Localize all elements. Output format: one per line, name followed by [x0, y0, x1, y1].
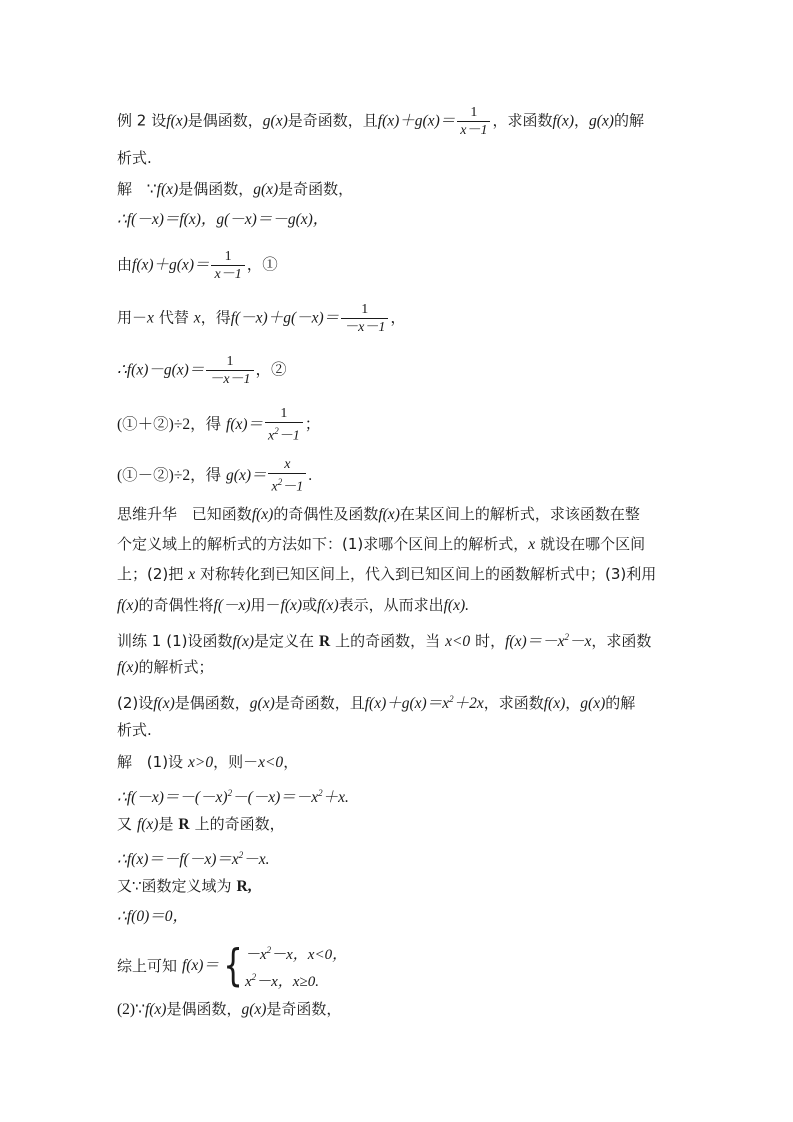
example-question-line-2: 析式.	[117, 149, 152, 167]
fraction: $\frac{x}{x^2-1}$	[268, 456, 306, 496]
thinking-line-4: f(x)的奇偶性将f(－x)用－f(x)或f(x)表示，从而求出f(x).	[117, 596, 470, 614]
example-label: 例 2	[117, 111, 147, 130]
solution-line-2: ∴f(－x)＝f(x)，g(－x)＝－g(x)，	[117, 211, 329, 228]
thinking-line-3: 上；(2)把 x 对称转化到已知区间上，代入到已知区间上的函数解析式中；(3)利用	[117, 565, 657, 583]
solution-line-1: 解 ∵f(x)是偶函数，g(x)是奇函数，	[117, 180, 354, 198]
example-question-line-1: 例 2 设f(x)是偶函数，g(x)是奇函数，且f(x)＋g(x)＝ $\frac{1}{x-1}$ ，求函数f(x)，g(x)的解	[117, 105, 644, 138]
solution2-line-6: ∴f(0)＝0，	[117, 908, 188, 925]
training-line-4: 析式.	[117, 721, 152, 739]
fraction: $\frac{1}{-x-1}$	[206, 353, 253, 388]
thinking-label: 思维升华	[117, 505, 178, 523]
left-brace-icon: {	[223, 940, 243, 991]
piecewise-function: { $-x^2-x$，x<0， $x^2-x$，x≥0.	[223, 940, 348, 991]
solution2-line-3: 又 f(x)是 R 上的奇函数，	[117, 815, 285, 833]
solution2-line-8: (2)∵f(x)是偶函数，g(x)是奇函数，	[117, 1000, 342, 1018]
training-line-2: f(x)的解析式；	[117, 658, 214, 676]
fraction: $\frac{1}{x-1}$	[457, 104, 490, 139]
solution-line-7: (①－②)÷2，得 g(x)＝ $\frac{x}{x^2-1}$ .	[117, 457, 313, 495]
solution-line-4: 用－x 代替 x，得f(－x)＋g(－x)＝ $\frac{1}{-x-1}$ ，	[117, 302, 406, 335]
solution-line-3: 由f(x)＋g(x)＝ $\frac{1}{x-1}$ ，①	[117, 249, 278, 282]
training-label: 训练 1	[117, 632, 162, 651]
solution2-line-2: $\therefore f(-x)=-(-x)^2-(-x)=-x^2+x$.	[117, 788, 349, 807]
fraction: $\frac{1}{-x-1}$	[341, 301, 388, 336]
solution2-line-5: 又∵函数定义域为 R,	[117, 877, 252, 895]
solution2-label: 解	[117, 753, 133, 771]
training-line-3: (2)设f(x)是偶函数，g(x)是奇函数，且$f(x)+g(x)=x^2+2x$，求函数f(x)，g(x)的解	[117, 694, 636, 713]
solution2-line-1: 解 (1)设 x>0，则－x<0，	[117, 753, 299, 771]
solution2-line-7: 综上可知 f(x)＝{ $-x^2-x$，x<0， $x^2-x$，x≥0.	[117, 940, 348, 991]
solution-label: 解	[117, 180, 133, 198]
thinking-line-1: 思维升华 已知函数f(x)的奇偶性及函数f(x)在某区间上的解析式，求该函数在整	[117, 505, 640, 523]
fraction: $\frac{1}{x^2-1}$	[265, 405, 303, 445]
training-line-1: 训练 1 (1)设函数f(x)是定义在 R 上的奇函数，当 x<0 时，$f(x)=-x^2-x$，求函数	[117, 632, 652, 651]
solution-line-5: ∴f(x)－g(x)＝ $\frac{1}{-x-1}$ ，②	[117, 354, 287, 387]
thinking-line-2: 个定义域上的解析式的方法如下：(1)求哪个区间上的解析式，x 就设在哪个区间	[117, 535, 646, 553]
fraction: $\frac{1}{x-1}$	[211, 248, 244, 283]
solution2-line-4: $\therefore f(x)=-f(-x)=x^2-x$.	[117, 850, 270, 869]
solution-line-6: (①＋②)÷2，得 f(x)＝ $\frac{1}{x^2-1}$ ；	[117, 406, 321, 444]
